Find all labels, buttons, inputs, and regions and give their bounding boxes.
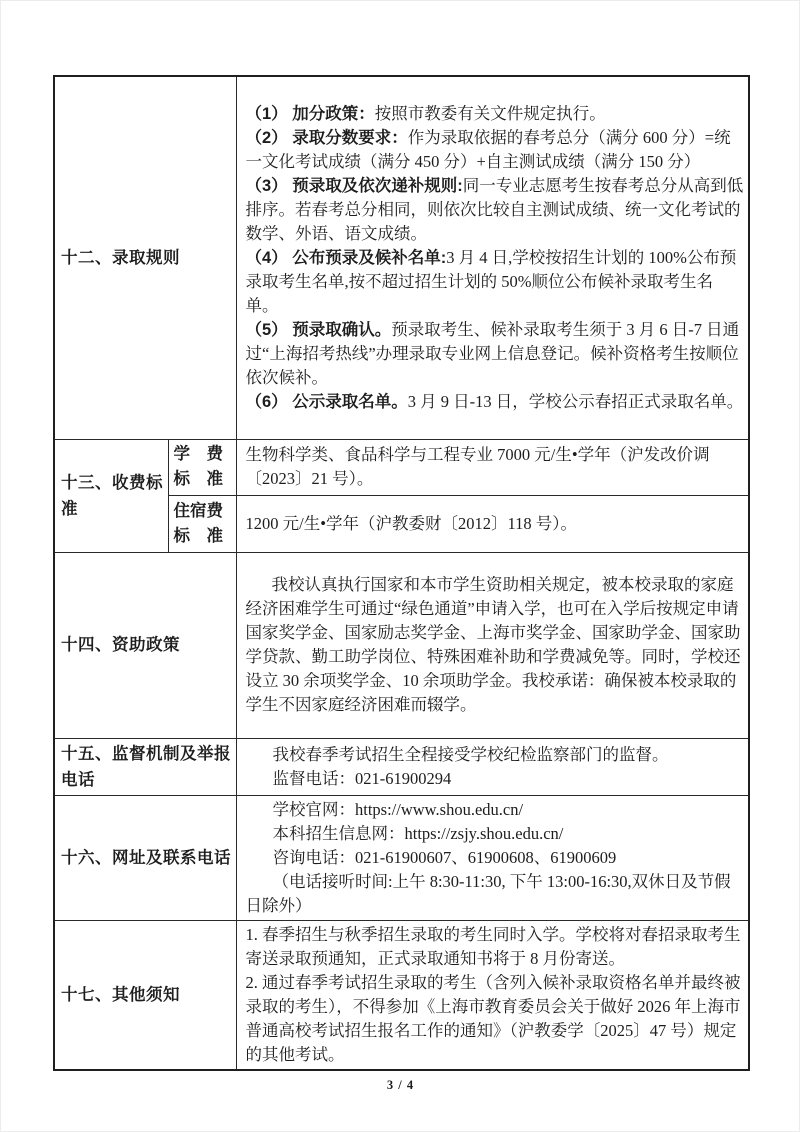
sublabel-tuition-fee-line1: 学 费 — [173, 445, 223, 463]
policy-item-5-text: 预录取考生、候补录取考生须于 3 月 6 日-7 日通过“上海招考热线”办理录取专业网上信息登记。候补资格考生按顺位依次候补。 — [245, 319, 740, 387]
policy-item-1-lead: （1） 加分政策： — [245, 104, 375, 123]
policy-item-6 — [246, 390, 745, 414]
table-row-contacts — [54, 795, 749, 920]
table-row-financial-aid — [54, 552, 749, 738]
policy-item-4-lead: （4） 公布预录及候补名单: — [245, 248, 447, 267]
tuition-fee-text: 生物科学类、食品科学与工程专业 7000 元/生•学年（沪发改价调〔2023〕21 号）。 — [245, 445, 710, 488]
other-notice-2: 2. 通过春季考试招生录取的考生（含列入候补录取资格名单并最终被录取的考生），不得参加《上海市教育委员会关于做好 2026 年上海市普通高校考试招生报名工作的通知》（沪教委学〔2025〕47 号）规定的其他考试。 — [245, 972, 741, 1064]
policy-item-6-text: 3 月 9 日-13 日，学校公示春招正式录取名单。 — [407, 391, 744, 411]
admissions-website-line: 本科招生信息网：https://zsjy.shou.edu.cn/ — [272, 823, 564, 843]
supervision-statement: 我校春季考试招生全程接受学校纪检监察部门的监督。 — [272, 744, 669, 764]
sublabel-tuition-fee — [168, 439, 236, 495]
row-label-financial-aid: 十四、资助政策 — [54, 552, 236, 738]
policy-item-1 — [246, 102, 745, 126]
row-content-financial-aid — [236, 552, 749, 738]
policy-item-2-lead: （2） 录取分数要求： — [245, 128, 408, 147]
table-row-tuition-fee — [54, 439, 749, 495]
financial-aid-text: 我校认真执行国家和本市学生资助相关规定，被本校录取的家庭经济困难学生可通过“绿色通道”申请入学，也可在入学后按规定申请国家奖学金、国家励志奖学金、上海市奖学金、国家助学金、国家助学贷款、勤工助学岗位、特殊困难补助和学费减免等。同时，学校还设立 30 余项奖学金、10 余项助学金。我校承诺：确保被本校录取的学生不因家庭经济困难而辍学。 — [245, 575, 741, 714]
row-label-fee-standards: 十三、收费标准 — [54, 439, 168, 552]
policy-item-3-lead: （3） 预录取及依次递补规则: — [245, 176, 463, 195]
row-content-other-notices — [236, 920, 749, 1070]
inquiry-phone-line: 咨询电话：021-61900607、61900608、61900609 — [272, 847, 617, 867]
row-content-accommodation-fee — [236, 495, 749, 552]
phone-hours-line: （电话接听时间:上午 8:30-11:30, 下午 13:00-16:30,双休日及节假日除外） — [245, 871, 731, 915]
row-content-contacts — [236, 795, 749, 920]
official-website-line: 学校官网：https://www.shou.edu.cn/ — [272, 799, 524, 819]
other-notice-1: 1. 春季招生与秋季招生录取的考生同时入学。学校将对春招录取考生寄送录取预通知，正式录取通知书将于 8 月份寄送。 — [245, 924, 741, 968]
policy-item-4-text: 3 月 4 日,学校按招生计划的 100%公布预录取考生名单,按不超过招生计划的 50%顺位公布候补录取考生名单。 — [245, 247, 737, 315]
policy-item-2-text: 作为录取依据的春考总分（满分 600 分）=统一文化考试成绩（满分 450 分）+自主测试成绩（满分 150 分） — [245, 127, 731, 171]
policy-item-6-lead: （6） 公示录取名单。 — [245, 392, 408, 411]
row-label-other-notices: 十七、其他须知 — [54, 920, 236, 1070]
admissions-info-table — [53, 75, 750, 1071]
policy-item-1-text: 按照市教委有关文件规定执行。 — [374, 103, 606, 123]
row-label-contacts: 十六、网址及联系电话 — [54, 795, 236, 920]
sublabel-accommodation-fee-line1: 住宿费 — [173, 501, 223, 520]
row-content-admission-rules — [236, 76, 749, 439]
table-row-other-notices — [54, 920, 749, 1070]
row-label-supervision: 十五、监督机制及举报电话 — [54, 738, 236, 795]
table-row-admission-rules — [54, 76, 749, 439]
policy-item-5-lead: （5） 预录取确认。 — [245, 320, 392, 339]
row-content-tuition-fee — [236, 439, 749, 495]
policy-item-3-text: 同一专业志愿考生按春考总分从高到低排序。若春考总分相同，则依次比较自主测试成绩、统一文化考试的数学、外语、语文成绩。 — [245, 175, 744, 243]
row-label-admission-rules: 十二、录取规则 — [54, 76, 236, 439]
supervision-phone: 监督电话：021-61900294 — [272, 768, 452, 788]
sublabel-accommodation-fee — [168, 495, 236, 552]
page-number: 3 / 4 — [386, 1077, 415, 1092]
policy-item-3 — [246, 174, 745, 246]
sublabel-tuition-fee-line2: 标 准 — [173, 470, 223, 488]
sublabel-accommodation-fee-line2: 标 准 — [173, 526, 223, 545]
accommodation-fee-text: 1200 元/生•学年（沪教委财〔2012〕118 号）。 — [245, 513, 577, 533]
policy-item-5 — [246, 318, 745, 390]
table-row-supervision — [54, 738, 749, 795]
row-content-supervision — [236, 738, 749, 795]
policy-item-4 — [246, 246, 745, 318]
policy-item-2 — [246, 126, 745, 174]
